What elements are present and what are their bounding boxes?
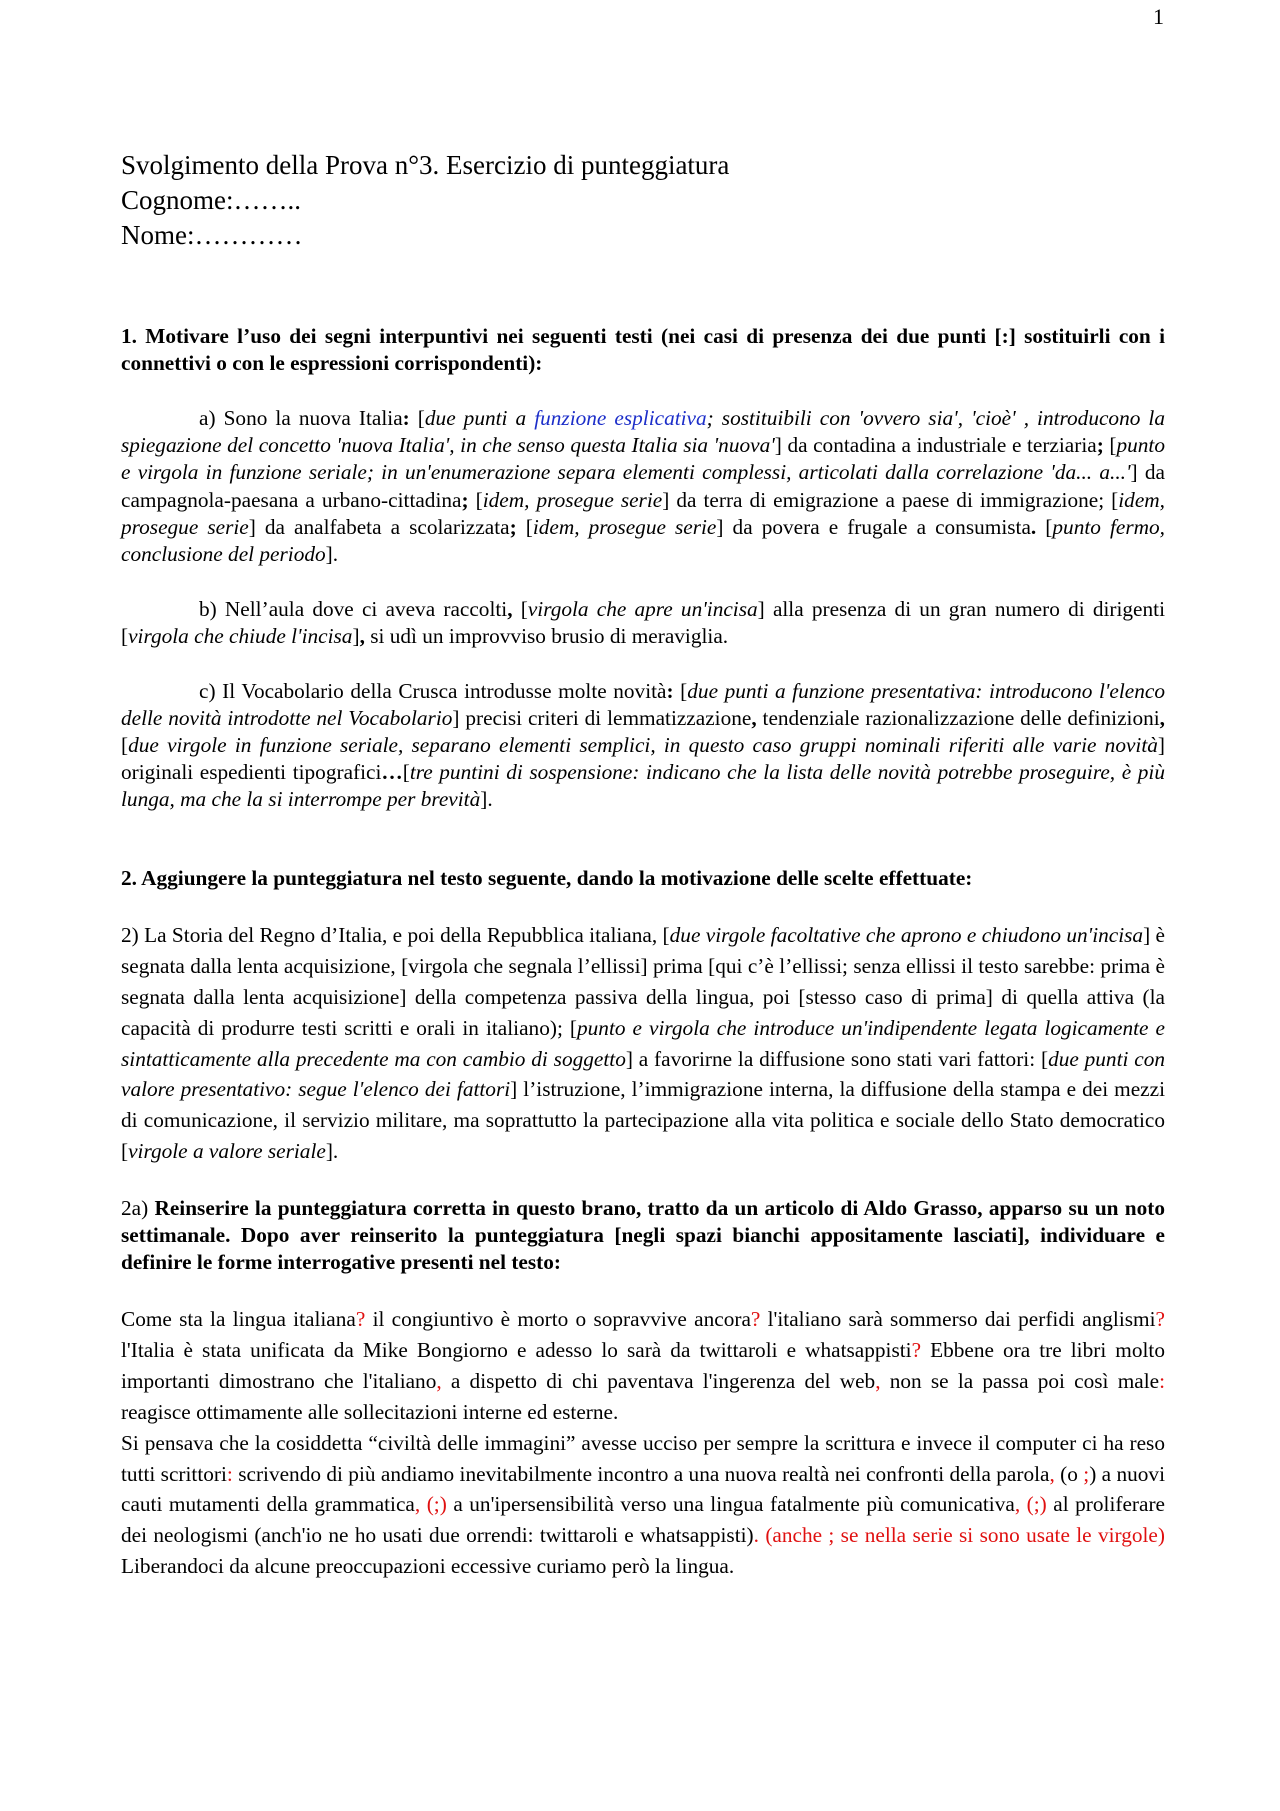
section-2a-label: 2a) — [121, 1196, 155, 1221]
title-block — [121, 148, 1165, 253]
text: Come sta la lingua italiana — [121, 1307, 356, 1332]
exercise-1a — [121, 405, 1165, 567]
text: ]. — [325, 1139, 339, 1164]
surname-field: Cognome:…….. — [121, 185, 301, 216]
text: ] alla presenza di un gran numero di dirigenti [ — [121, 596, 1165, 648]
text: ] da analfabeta a scolarizzata — [248, 514, 510, 539]
text: ] da povera e frugale a consumista — [716, 514, 1031, 539]
punctuation: … — [381, 759, 403, 784]
text: [ — [468, 487, 483, 512]
exercise-2a-paragraph-1 — [121, 1304, 1165, 1428]
punctuation: . — [1030, 514, 1037, 539]
highlighted-note: funzione esplicativa — [534, 406, 707, 431]
text: a dispetto di chi paventava l'ingerenza del web — [441, 1368, 876, 1393]
text: Liberandoci da alcune preoccupazioni eccessive curiamo però la lingua. — [121, 1554, 735, 1579]
note: due punti con valore presentativo: segue l'elenco dei fattori — [121, 1046, 1165, 1102]
inserted-punctuation: : — [1159, 1368, 1165, 1393]
note: virgola che chiude l'incisa — [128, 623, 353, 648]
inserted-punctuation: , — [1049, 1461, 1055, 1486]
text: ) a nuovi cauti mutamenti della grammatica — [121, 1461, 1165, 1517]
text: Si pensava che la cosiddetta “civiltà delle immagini” avesse ucciso per sempre la scrittura e invece il computer ci ha reso tutti scrittori — [121, 1430, 1165, 1486]
inserted-punctuation: ; — [1083, 1461, 1090, 1486]
punctuation: : — [666, 678, 674, 703]
text: scrivendo di più andiamo inevitabilmente incontro a una nuova realtà nei confronti della parola — [232, 1461, 1050, 1486]
note: virgole a valore seriale — [128, 1139, 326, 1164]
text: ]. — [480, 786, 493, 811]
text: [ — [512, 596, 528, 621]
exercise-1c — [121, 678, 1165, 813]
text: [ — [673, 678, 688, 703]
note: due punti a funzione presentativa: introducono l'elenco delle novità introdotte nel Vocabolario — [121, 678, 1165, 730]
text: l'italiano sarà sommerso dai perfidi anglismi — [760, 1307, 1156, 1332]
inserted-punctuation: : — [226, 1461, 233, 1486]
inserted-punctuation: . (anche ; se nella serie si sono usate le virgole) — [753, 1523, 1165, 1548]
note: punto e virgola in funzione seriale; in un'enumerazione separa elementi complessi, articolati dalla correlazione 'da... a...' — [121, 433, 1165, 485]
note: due punti a — [424, 406, 535, 431]
inserted-punctuation: ? — [911, 1338, 922, 1363]
text: [ — [402, 759, 410, 784]
text: b) Nell’aula dove ci aveva raccolti — [199, 596, 508, 621]
note: punto e virgola che introduce un'indipendente legata logicamente e sintatticamente alla precedente ma con cambio di soggetto — [121, 1015, 1166, 1071]
inserted-punctuation: ? — [750, 1307, 761, 1332]
text: [ — [1103, 433, 1117, 458]
section-2a-instructions: Reinserire la punteggiatura corretta in questo brano, tratto da un articolo di Aldo Grasso, apparso su un noto settimanale. Dopo aver reinserito la punteggiatura [negli spazi bianchi appositamente lasciati], individuare e definire le forme interrogative presenti nel testo: — [121, 1196, 1165, 1275]
note: virgola che apre un'incisa — [527, 596, 758, 621]
punctuation: , — [1159, 705, 1165, 730]
text: reagisce ottimamente alle sollecitazioni interne ed esterne. — [121, 1399, 619, 1424]
punctuation: , — [359, 623, 365, 648]
punctuation: ; — [461, 487, 469, 512]
exercise-2 — [121, 920, 1165, 1167]
text: ] precisi criteri di lemmatizzazione — [452, 705, 752, 730]
note: idem, prosegue serie — [532, 514, 717, 539]
note: punto fermo, conclusione del periodo — [121, 514, 1165, 566]
text: non se la passa poi così male — [880, 1368, 1160, 1393]
text: l'Italia è stata unificata da Mike Bongiorno e adesso lo sarà da twittaroli e whatsappisti — [121, 1338, 912, 1363]
section-2a-heading — [121, 1195, 1165, 1276]
text: [ — [121, 732, 129, 757]
punctuation: : — [402, 406, 410, 431]
text: ] a favorirne la diffusione sono stati vari fattori: [ — [625, 1046, 1049, 1071]
text: ] da campagnola-paesana a urbano-cittadina — [121, 460, 1165, 512]
note: due virgole facoltative che aprono e chiudono un'incisa — [669, 923, 1144, 948]
text: Ebbene ora tre libri molto importanti dimostrano che l'italiano — [121, 1338, 1165, 1393]
inserted-punctuation: , — [436, 1368, 442, 1393]
inserted-punctuation: ? — [1155, 1307, 1165, 1332]
text: [ — [1036, 514, 1053, 539]
text: ] originali espedienti tipografici — [121, 732, 1165, 784]
page-number: 1 — [1153, 4, 1164, 29]
note: tre puntini di sospensione: indicano che la lista delle novità potrebbe proseguire, è più lunga, ma che la si interrompe per brevità — [121, 759, 1165, 811]
inserted-punctuation: , (;) — [414, 1492, 447, 1517]
text: ] — [352, 623, 360, 648]
note: idem, prosegue serie — [121, 487, 1165, 539]
note: ; sostituibili con 'ovvero sia', 'cioè' , introducono la spiegazione del concetto 'nuova Italia', in che senso questa Italia sia 'nuova' — [121, 406, 1165, 458]
exercise-1b — [121, 596, 1165, 650]
punctuation: , — [751, 705, 757, 730]
text: 2) La Storia del Regno d’Italia, e poi della Repubblica italiana, [ — [121, 923, 670, 948]
text: ]. — [325, 541, 339, 566]
exercise-2a-paragraph-2 — [121, 1428, 1165, 1582]
text: al proliferare dei neologismi (anch'io ne ho usati due orrendi: twittaroli e whatsappisti) — [121, 1492, 1165, 1548]
punctuation: , — [507, 596, 513, 621]
name-field: Nome:………… — [121, 220, 303, 251]
text: ] da terra di emigrazione a paese di immigrazione; [ — [662, 487, 1119, 512]
punctuation: ; — [1096, 433, 1104, 458]
inserted-punctuation: , — [875, 1368, 881, 1393]
section-2-heading: 2. Aggiungere la punteggiatura nel testo seguente, dando la motivazione delle scelte effettuate: — [121, 865, 973, 890]
section-1-heading: 1. Motivare l’uso dei segni interpuntivi nei seguenti testi (nei casi di presenza dei due punti [:] sostituirli con i connettivi o con le espressioni corrispondenti): — [121, 324, 1165, 376]
note: idem, prosegue serie — [482, 487, 663, 512]
punctuation: ; — [509, 514, 517, 539]
text: c) Il Vocabolario della Crusca introdusse molte novità — [199, 678, 667, 703]
inserted-punctuation: ? — [355, 1307, 366, 1332]
text: il congiuntivo è morto o sopravvive ancora — [365, 1307, 751, 1332]
text: ] è segnata dalla lenta acquisizione, [virgola che segnala l’ellissi] prima [qui c’è l’ellissi; senza ellissi il testo sarebbe: prima è segnata dalla lenta acquisizione] della competenza passiva della lingua, poi [stesso caso di prima] di quella attiva (la capacità di produrre testi scritti e orali in italiano); [ — [121, 923, 1166, 1040]
inserted-punctuation: , (;) — [1014, 1492, 1047, 1517]
text: tendenziale razionalizzazione delle definizioni — [756, 705, 1160, 730]
text: [ — [409, 406, 425, 431]
text: ] l’istruzione, l’immigrazione interna, la diffusione della stampa e dei mezzi di comunicazione, il servizio militare, ma soprattutto la partecipazione alla vita politica e sociale dello Stato democratico [ — [121, 1077, 1166, 1164]
text: a) Sono la nuova Italia — [199, 406, 403, 431]
text: si udì un improvviso brusio di meraviglia. — [364, 623, 729, 648]
text: a un'ipersensibilità verso una lingua fatalmente più comunicativa — [446, 1492, 1015, 1517]
text: (o — [1054, 1461, 1084, 1486]
text: [ — [516, 514, 533, 539]
note: due virgole in funzione seriale, separano elementi semplici, in questo caso gruppi nominali riferiti alle varie novità — [128, 732, 1158, 757]
document-body — [121, 148, 1165, 1610]
document-title: Svolgimento della Prova n°3. Esercizio di punteggiatura — [121, 150, 730, 180]
text: ] da contadina a industriale e terziaria — [774, 433, 1097, 458]
